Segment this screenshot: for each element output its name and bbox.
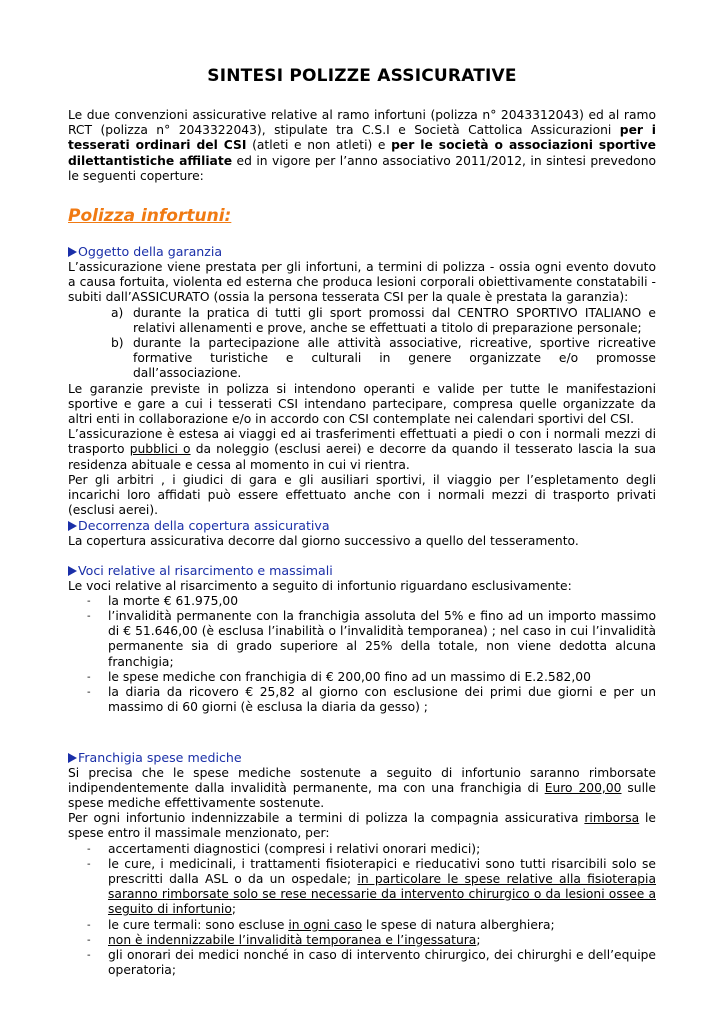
- paragraph: Le voci relative al risarcimento a seguito di infortunio riguardano esclusivamente:: [68, 578, 572, 593]
- subsection-title-decorrenza: Decorrenza della copertura assicurativa: [68, 518, 656, 534]
- subsection-title-oggetto: Oggetto della garanzia: [68, 244, 656, 260]
- list-item: b) durante la partecipazione alle attività associative, ricreative, sportive ricreative formative turistiche e culturali in genere organizzate e/o promosse dall’associazione.: [111, 336, 656, 381]
- list-item: - l’invalidità permanente con la franchigia assoluta del 5% e fino ad un importo massimo di € 51.646,00 (è esclusa l’inabilità o l’invalidità temporanea) ; nel caso in cui l’invalidità permanente sia di grado superiore al 25% della totale, non viene dedotta alcuna franchigia;: [87, 609, 656, 669]
- list-item: - la morte € 61.975,00: [87, 593, 239, 608]
- intro-paragraph: Le due convenzioni assicurative relative al ramo infortuni (polizza n° 2043312043) ed al ramo RCT (polizza n° 2043322043), stipulate tra C.S.I e Società Cattolica Assicurazioni per i tesserati ordinari del CSI (atleti e non atleti) e per le società o associazioni sportive dilettantistiche affiliate ed in vigore per l’anno associativo 2011/2012, in sintesi prevedono le seguenti coperture:: [68, 108, 657, 183]
- paragraph: L’assicurazione è estesa ai viaggi ed ai trasferimenti effettuati a piedi o con i normali mezzi di trasporto pubblici o da noleggio (esclusi aerei) e decorre da quando il tesserato lascia la sua residenza abituale e cessa al momento in cui vi rientra.: [68, 427, 656, 472]
- triangle-bullet-icon: [68, 753, 77, 763]
- dash-list: [68, 842, 656, 979]
- subsection-title-voci: Voci relative al risarcimento e massimali: [68, 563, 656, 579]
- lettered-list: [68, 306, 656, 382]
- list-item: - le cure, i medicinali, i trattamenti fisioterapici e rieducativi sono tutti risarcibili solo se prescritti dalla ASL o da un ospedale; in particolare le spese relative alla fisioterapia saranno rimborsate solo se rese necessarie da intervento chirurgico o da lesioni ossee a seguito di infortunio;: [87, 856, 657, 917]
- triangle-bullet-icon: [68, 566, 77, 576]
- paragraph: Le garanzie previste in polizza si intendono operanti e valide per tutte le manifestazioni sportive e gare a cui i tesserati CSI intendano partecipare, compresa quelle organizzate da altri enti in collaborazione e/o in accordo con CSI contemplate nei calendari sportivi del CSI.: [68, 381, 656, 427]
- section-heading-polizza-infortuni: Polizza infortuni:: [68, 206, 232, 227]
- list-item: - gli onorari dei medici nonché in caso di intervento chirurgico, dei chirurghi e dell’equipe operatoria;: [87, 947, 656, 978]
- paragraph: L’assicurazione viene prestata per gli infortuni, a termini di polizza - ossia ogni evento dovuto a causa fortuita, violenta ed esterna che produca lesioni corporali obiettivamente constatabili - subiti dall’ASSICURATO (ossia la persona tesserata CSI per la quale è prestata la garanzia):: [68, 260, 656, 305]
- document-page: [68, 62, 656, 978]
- paragraph: Per gli arbitri , i giudici di gara e gli ausiliari sportivi, il viaggio per l’espletamento degli incarichi loro affidati può essere effettuato anche con i normali mezzi di trasporto privati (esclusi aerei).: [68, 472, 656, 518]
- subsection-title-franchigia: Franchigia spese mediche: [68, 750, 656, 766]
- triangle-bullet-icon: [68, 247, 77, 257]
- page-title: SINTESI POLIZZE ASSICURATIVE: [207, 66, 517, 86]
- list-item: - la diaria da ricovero € 25,82 al giorno con esclusione dei primi due giorni e per un massimo di 60 giorni (è esclusa la diaria da gesso) ;: [87, 685, 656, 715]
- list-item: a) durante la pratica di tutti gli sport promossi dal CENTRO SPORTIVO ITALIANO e relativi allenamenti e prove, anche se effettuati a titolo di preparazione personale;: [111, 305, 656, 335]
- triangle-bullet-icon: [68, 521, 77, 531]
- list-item: - accertamenti diagnostici (compresi i relativi onorari medici);: [87, 841, 481, 856]
- list-item: - le cure termali: sono escluse in ogni caso le spese di natura alberghiera;: [87, 917, 555, 932]
- paragraph: Per ogni infortunio indennizzabile a termini di polizza la compagnia assicurativa rimborsa le spese entro il massimale menzionato, per:: [68, 811, 656, 841]
- paragraph: Si precisa che le spese mediche sostenute a seguito di infortunio saranno rimborsate indipendentemente dalla invalidità permanente, ma con una franchigia di Euro 200,00 sulle spese mediche effettivamente sostenute.: [68, 765, 657, 810]
- list-item: - le spese mediche con franchigia di € 200,00 fino ad un massimo di E.2.582,00: [87, 669, 591, 684]
- paragraph: La copertura assicurativa decorre dal giorno successivo a quello del tesseramento.: [68, 534, 579, 549]
- list-item: - non è indennizzabile l’invalidità temporanea e l’ingessatura;: [87, 932, 481, 947]
- dash-list: [68, 594, 656, 716]
